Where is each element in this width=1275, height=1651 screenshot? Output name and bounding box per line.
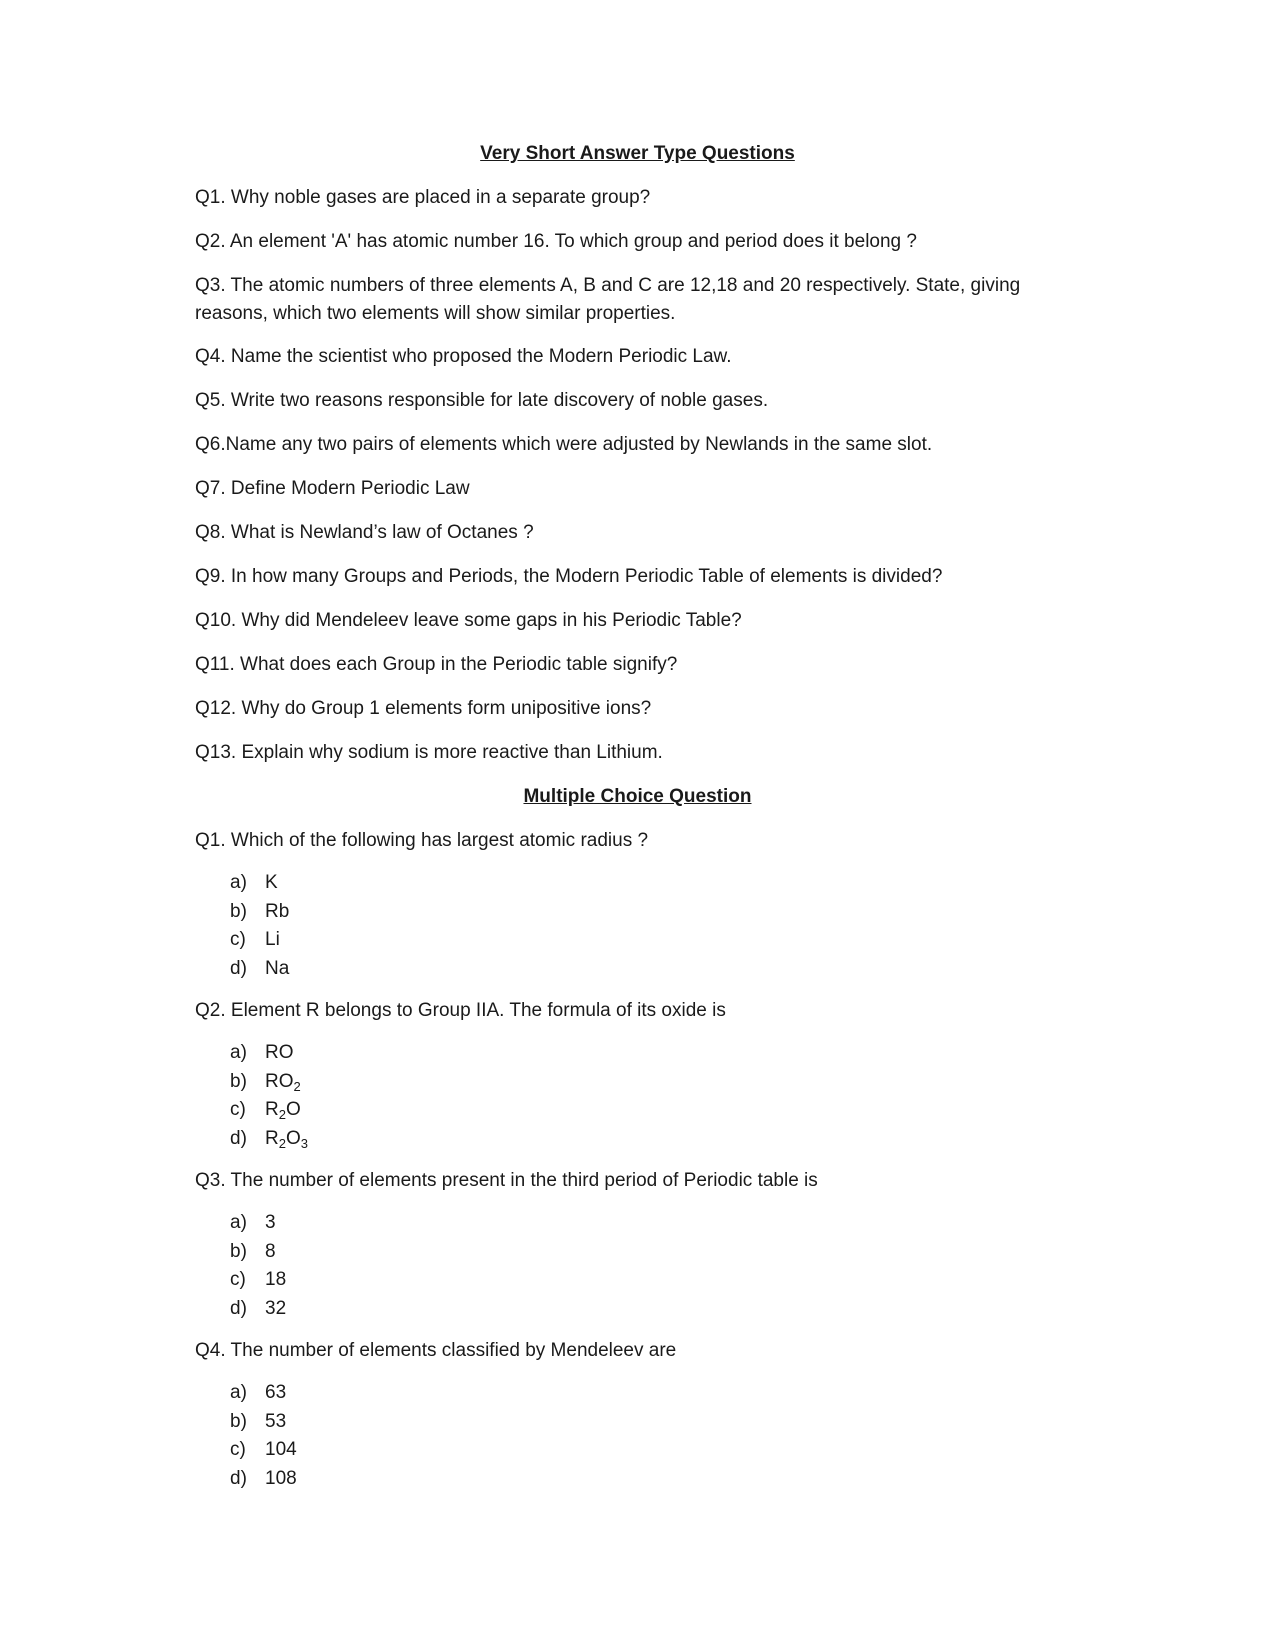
mcq-question-1: Q1. Which of the following has largest atomic radius ?: [195, 830, 649, 851]
mcq-heading: Multiple Choice Question: [523, 786, 752, 807]
option-letter: b): [230, 900, 247, 922]
option-letter: b): [230, 1240, 247, 1262]
mcq-option: [230, 1125, 1085, 1154]
option-text: [265, 898, 289, 927]
option-letter: a): [230, 872, 247, 893]
short-question-5: Q5. Write two reasons responsible for late discovery of noble gases.: [195, 390, 769, 411]
option-text: [265, 1295, 286, 1324]
option-text: [265, 1436, 297, 1465]
mcq-option: [230, 898, 1085, 927]
formula-part: 3: [265, 1212, 276, 1233]
short-question-6: Q6.Name any two pairs of elements which were adjusted by Newlands in the same slot.: [195, 434, 933, 455]
option-text: [265, 926, 280, 955]
subscript: 2: [293, 1078, 301, 1094]
short-question-7: Q7. Define Modern Periodic Law: [195, 478, 470, 499]
option-text: [265, 1238, 276, 1267]
formula-part: 18: [265, 1269, 287, 1290]
option-text: [265, 1408, 286, 1437]
mcq-list: [195, 827, 1085, 1493]
formula-part: O: [285, 1127, 301, 1149]
option-text: [265, 1039, 294, 1068]
option-letter: d): [230, 1297, 247, 1319]
option-letter: d): [230, 1467, 247, 1489]
option-text: [265, 1209, 276, 1238]
subscript: 2: [278, 1135, 286, 1151]
mcq-option: [230, 1465, 1085, 1494]
option-text: [265, 1096, 301, 1125]
short-question-12: Q12. Why do Group 1 elements form unipositive ions?: [195, 698, 652, 719]
formula-part: RO: [265, 1042, 294, 1063]
short-answer-heading: Very Short Answer Type Questions: [480, 143, 795, 164]
formula-part: Li: [265, 929, 280, 950]
mcq-question-3: Q3. The number of elements present in the third period of Periodic table is: [195, 1170, 818, 1191]
formula-part: 108: [265, 1467, 297, 1489]
mcq-options-3: [195, 1209, 1085, 1323]
mcq-options-1: [195, 869, 1085, 983]
mcq-options-4: [195, 1379, 1085, 1493]
short-question-10: Q10. Why did Mendeleev leave some gaps in his Periodic Table?: [195, 610, 742, 631]
mcq-option: [230, 1379, 1085, 1408]
short-question-11: Q11. What does each Group in the Periodic table signify?: [195, 654, 678, 675]
formula-part: 63: [265, 1382, 287, 1403]
option-letter: c): [230, 1099, 246, 1120]
mcq-option: [230, 955, 1085, 984]
option-letter: b): [230, 1410, 247, 1432]
short-question-3: Q3. The atomic numbers of three elements A, B and C are 12,18 and 20 respectively. State, giving reasons, which two elements will show similar properties.: [195, 275, 1021, 324]
formula-part: O: [285, 1099, 301, 1120]
short-question-9: Q9. In how many Groups and Periods, the Modern Periodic Table of elements is divided?: [195, 566, 943, 587]
short-question-8: Q8. What is Newland’s law of Octanes ?: [195, 522, 534, 543]
option-text: [265, 1068, 301, 1097]
option-letter: a): [230, 1212, 247, 1233]
formula-part: RO: [265, 1070, 294, 1092]
option-letter: a): [230, 1382, 247, 1403]
short-question-1: Q1. Why noble gases are placed in a separate group?: [195, 187, 651, 208]
mcq-option: [230, 1096, 1085, 1125]
formula-part: 104: [265, 1439, 297, 1460]
option-text: [265, 1465, 297, 1494]
mcq-option: [230, 1295, 1085, 1324]
mcq-option: [230, 1039, 1085, 1068]
mcq-option: [230, 1068, 1085, 1097]
option-letter: d): [230, 1127, 247, 1149]
formula-part: Na: [265, 957, 290, 979]
mcq-option: [230, 1209, 1085, 1238]
option-text: [265, 1125, 308, 1154]
option-letter: d): [230, 957, 247, 979]
option-text: [265, 955, 289, 984]
option-letter: c): [230, 929, 246, 950]
mcq-option: [230, 1266, 1085, 1295]
mcq-option: [230, 1238, 1085, 1267]
formula-part: 32: [265, 1297, 287, 1319]
mcq-option: [230, 1436, 1085, 1465]
subscript: 3: [300, 1135, 308, 1151]
option-text: [265, 1266, 286, 1295]
mcq-options-2: [195, 1039, 1085, 1153]
mcq-option: [230, 926, 1085, 955]
worksheet-content: [195, 140, 1085, 1507]
short-question-13: Q13. Explain why sodium is more reactive than Lithium.: [195, 742, 663, 763]
mcq-option: [230, 1408, 1085, 1437]
short-question-4: Q4. Name the scientist who proposed the Modern Periodic Law.: [195, 346, 732, 367]
option-letter: a): [230, 1042, 247, 1063]
formula-part: R: [265, 1127, 279, 1149]
formula-part: R: [265, 1099, 279, 1120]
option-letter: c): [230, 1269, 246, 1290]
formula-part: Rb: [265, 900, 290, 922]
short-question-2: Q2. An element 'A' has atomic number 16. To which group and period does it belong ?: [195, 231, 917, 252]
option-letter: b): [230, 1070, 247, 1092]
formula-part: K: [265, 872, 278, 893]
formula-part: 8: [265, 1240, 276, 1262]
option-letter: c): [230, 1439, 246, 1460]
formula-part: 53: [265, 1410, 287, 1432]
option-text: [265, 1379, 286, 1408]
mcq-question-2: Q2. Element R belongs to Group IIA. The formula of its oxide is: [195, 1000, 726, 1021]
mcq-question-4: Q4. The number of elements classified by Mendeleev are: [195, 1340, 677, 1361]
option-text: [265, 869, 278, 898]
subscript: 2: [278, 1107, 286, 1122]
mcq-option: [230, 869, 1085, 898]
